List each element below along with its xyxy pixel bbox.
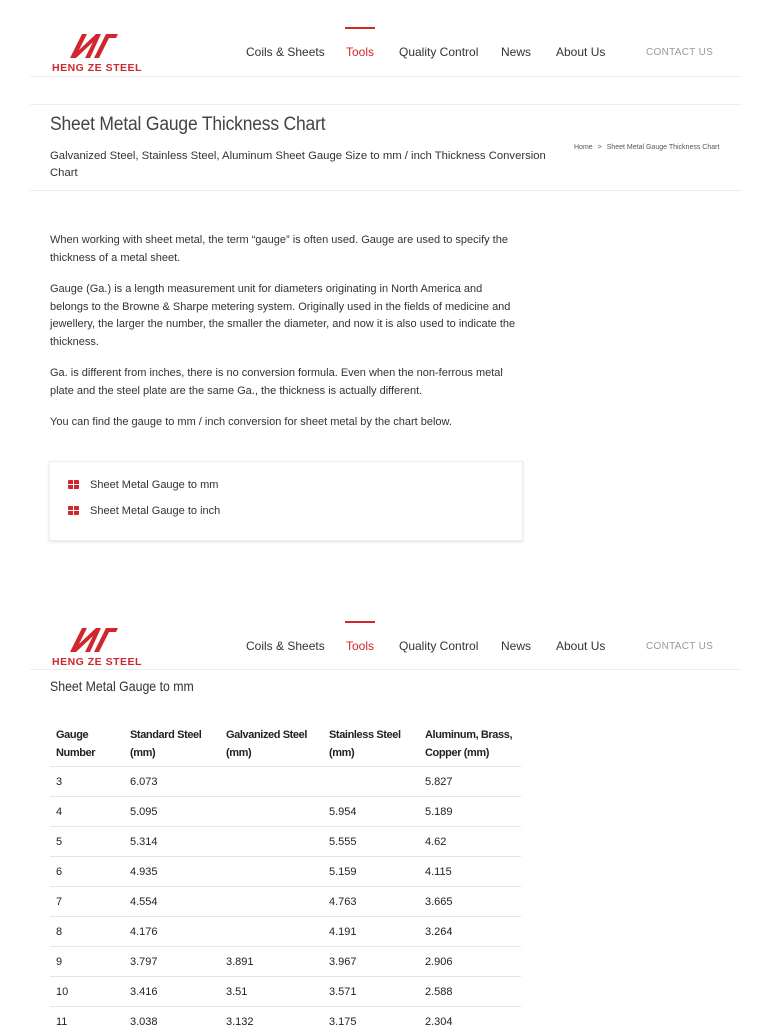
toc-item-gauge-inch[interactable] [68,505,220,517]
toc-item-label: Sheet Metal Gauge to mm [90,479,218,491]
table-cell: 2.588 [419,977,521,1007]
nav-news[interactable]: News [501,639,531,653]
breadcrumb-separator: > [598,144,602,151]
nav-active-indicator [345,27,375,29]
page-subtitle: Galvanized Steel, Stainless Steel, Aluminum Sheet Gauge Size to mm / inch Thickness Conversion Chart [50,148,565,182]
table-cell [220,887,323,917]
table-cell [220,767,323,797]
table-cell [220,797,323,827]
breadcrumb [574,144,719,151]
table-cell: 3.571 [323,977,419,1007]
table-row [50,917,521,947]
table-cell: 2.906 [419,947,521,977]
nav-news[interactable]: News [501,45,531,59]
breadcrumb-current: Sheet Metal Gauge Thickness Chart [607,144,720,151]
table-row [50,857,521,887]
table-icon [68,506,79,515]
table-cell: 5.095 [124,797,220,827]
sticky-header [0,594,768,670]
table-row [50,1007,521,1036]
toc-item-gauge-mm[interactable] [68,479,218,491]
table-cell: 5.159 [323,857,419,887]
table-cell: 3.132 [220,1007,323,1036]
table-cell: 5.827 [419,767,521,797]
site-header [0,0,768,76]
table-cell: 4.176 [124,917,220,947]
table-cell: 4.554 [124,887,220,917]
table-row [50,977,521,1007]
table-cell [323,767,419,797]
brand-name: HENG ZE STEEL [52,656,142,668]
brand-name: HENG ZE STEEL [52,62,142,74]
table-cell: 3.038 [124,1007,220,1036]
nav-tools[interactable]: Tools [346,45,374,59]
intro-paragraph: You can find the gauge to mm / inch conversion for sheet metal by the chart below. [50,414,520,432]
header-divider [30,76,742,77]
table-row [50,767,521,797]
nav-quality-control[interactable]: Quality Control [399,639,478,653]
table-cell: 5.189 [419,797,521,827]
table-cell: 3.797 [124,947,220,977]
nav-contact-us[interactable]: CONTACT US [646,47,713,58]
table-row [50,797,521,827]
table-icon [68,480,79,489]
table-cell: 4.935 [124,857,220,887]
nav-coils-sheets[interactable]: Coils & Sheets [246,45,325,59]
table-row [50,887,521,917]
intro-paragraph: When working with sheet metal, the term “gauge” is often used. Gauge are used to specify the thickness of a metal sheet. [50,232,520,267]
table-cell: 4.62 [419,827,521,857]
logo-mark-icon [68,32,120,60]
table-cell [220,917,323,947]
column-header: Aluminum, Brass, Copper (mm) [419,724,521,767]
table-cell: 8 [50,917,124,947]
table-cell: 3.264 [419,917,521,947]
brand-logo[interactable] [50,32,140,74]
table-cell: 5.314 [124,827,220,857]
table-cell: 3.416 [124,977,220,1007]
table-row [50,947,521,977]
intro-paragraph: Ga. is different from inches, there is no conversion formula. Even when the non-ferrous metal plate and the steel plate are the same Ga., the thickness is actually different. [50,365,520,400]
table-cell: 3.967 [323,947,419,977]
toc-item-label: Sheet Metal Gauge to inch [90,505,220,517]
table-row [50,827,521,857]
table-cell: 9 [50,947,124,977]
sticky-header-divider [30,669,742,670]
nav-coils-sheets[interactable]: Coils & Sheets [246,639,325,653]
table-cell: 3.175 [323,1007,419,1036]
table-cell: 3.51 [220,977,323,1007]
section-title-gauge-mm: Sheet Metal Gauge to mm [50,678,194,694]
table-cell [220,857,323,887]
table-cell: 4.763 [323,887,419,917]
table-header-row [50,724,521,767]
nav-about-us[interactable]: About Us [556,639,605,653]
intro-paragraph: Gauge (Ga.) is a length measurement unit for diameters originating in North America and belongs to the Browne & Sharpe metering system. Originally used in the fields of medicine and jewellery, the larger the number, the smaller the diameter, and now it is also used to indicate the thickness. [50,281,520,351]
table-cell: 4.115 [419,857,521,887]
nav-about-us[interactable]: About Us [556,45,605,59]
page-title-bar [0,104,768,190]
title-divider-bottom [30,190,742,191]
table-cell: 10 [50,977,124,1007]
table-cell: 3 [50,767,124,797]
table-cell: 5 [50,827,124,857]
table-cell: 2.304 [419,1007,521,1036]
table-cell: 3.891 [220,947,323,977]
table-cell: 6.073 [124,767,220,797]
table-body [50,767,521,1036]
table-cell: 5.954 [323,797,419,827]
table-cell [220,827,323,857]
table-cell: 4 [50,797,124,827]
brand-logo[interactable] [50,626,140,668]
nav-tools[interactable]: Tools [346,639,374,653]
column-header: Gauge Number [50,724,124,767]
table-cell: 3.665 [419,887,521,917]
column-header: Stainless Steel (mm) [323,724,419,767]
table-cell: 7 [50,887,124,917]
table-cell: 6 [50,857,124,887]
table-cell: 4.191 [323,917,419,947]
table-cell: 5.555 [323,827,419,857]
column-header: Standard Steel (mm) [124,724,220,767]
nav-active-indicator [345,621,375,623]
intro-content [50,232,520,446]
table-of-contents [49,461,523,541]
table-cell: 11 [50,1007,124,1036]
gauge-mm-table [50,724,521,1036]
nav-contact-us[interactable]: CONTACT US [646,641,713,652]
page-title: Sheet Metal Gauge Thickness Chart [50,114,325,136]
column-header: Galvanized Steel (mm) [220,724,323,767]
nav-quality-control[interactable]: Quality Control [399,45,478,59]
breadcrumb-home[interactable]: Home [574,144,593,151]
logo-mark-icon [68,626,120,654]
